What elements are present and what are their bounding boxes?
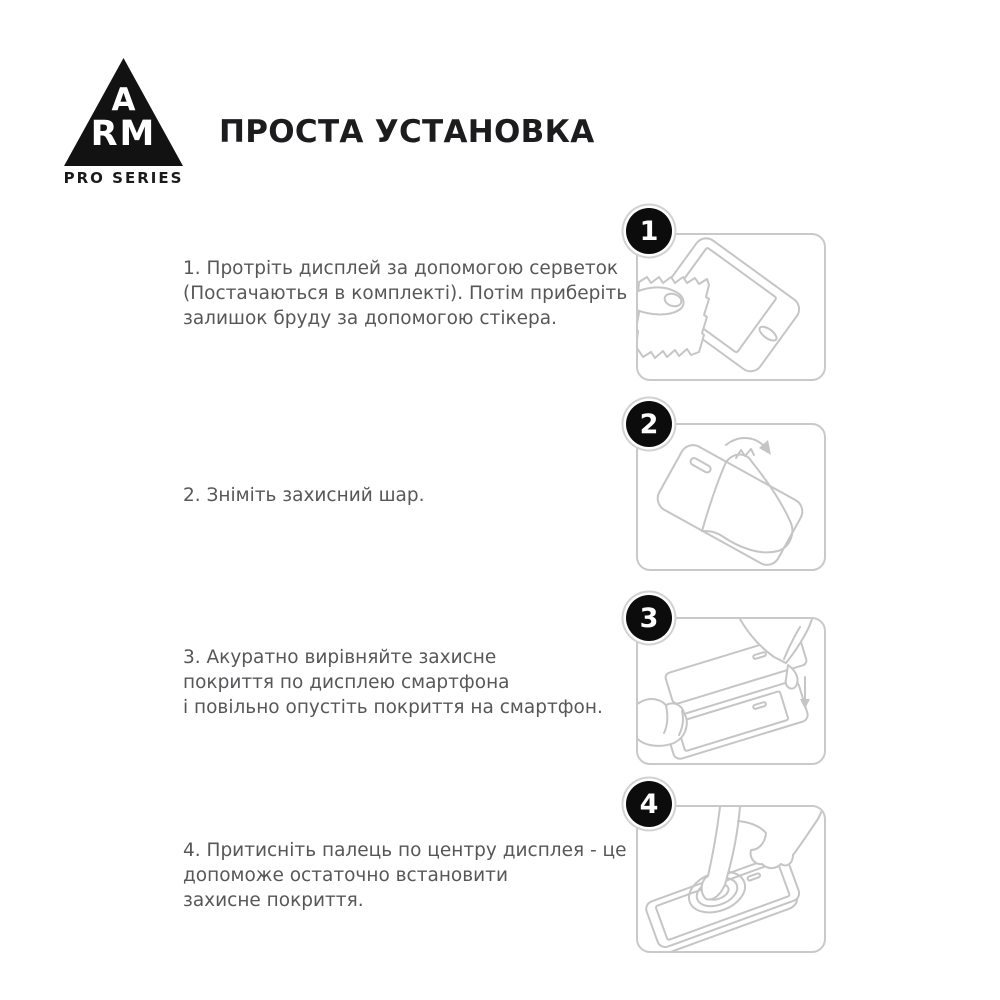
- step-line: захисне покриття.: [183, 890, 364, 911]
- step-illustration-panel: [636, 233, 826, 381]
- step-illustration-panel: [636, 805, 826, 953]
- align-protector-icon: [638, 619, 824, 763]
- step-3-instructions: [183, 645, 638, 720]
- logo-caption: PRO SERIES: [63, 169, 184, 187]
- step-line: і повільно опустіть покриття на смартфон.: [183, 697, 603, 718]
- step-line: 2. Зніміть захисний шар.: [183, 485, 425, 506]
- step-line: 4. Притисніть палець по центру дисплея - це: [183, 840, 627, 861]
- arm-pro-series-logo: [0, 0, 230, 210]
- step-line: (Постачаються в комплекті). Потім приберіть: [183, 283, 628, 304]
- step-number-badge: 2: [626, 401, 672, 447]
- step-line: 3. Акуратно вирівняйте захисне: [183, 647, 497, 668]
- step-number-badge: 4: [626, 781, 672, 827]
- step-line: 1. Протріть дисплей за допомогою серветок: [183, 258, 619, 279]
- step-illustration-panel: [636, 423, 826, 571]
- logo-letter-a: A: [111, 82, 136, 118]
- logo-letters-rm: RM: [90, 114, 157, 154]
- step-line: допоможе остаточно встановити: [183, 865, 508, 886]
- step-line: покриття по дисплею смартфона: [183, 672, 510, 693]
- peel-protective-layer-icon: [638, 425, 824, 569]
- page-title: ПРОСТА УСТАНОВКА: [219, 114, 595, 150]
- step-line: залишок бруду за допомогою стікера.: [183, 308, 557, 329]
- wipe-display-icon: [638, 235, 824, 379]
- step-2-instructions: [183, 483, 638, 508]
- step-1-instructions: [183, 256, 638, 331]
- step-illustration-panel: [636, 617, 826, 765]
- step-4-instructions: [183, 838, 638, 913]
- step-number-badge: 1: [626, 208, 672, 254]
- step-number-badge: 3: [626, 595, 672, 641]
- press-display-icon: [638, 807, 824, 951]
